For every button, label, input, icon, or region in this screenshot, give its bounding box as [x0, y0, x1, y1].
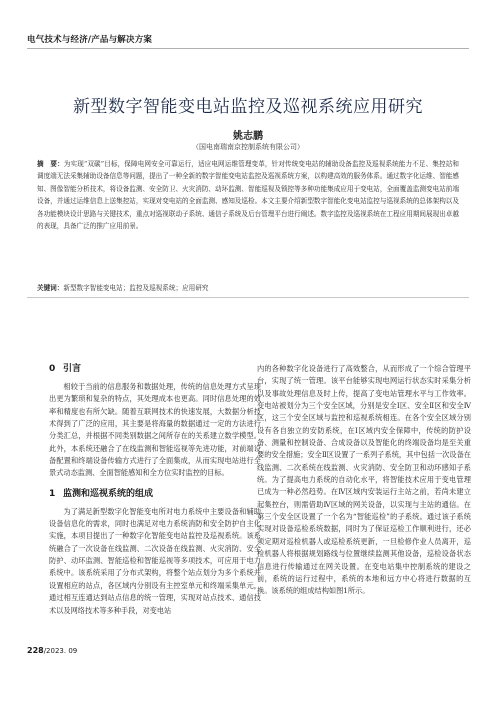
section-number: 0: [49, 364, 56, 374]
paragraph: 相较于当前的信息服务和数据处理，传统的信息处理方式呈现出更为繁琐和复杂的特点，其处理成本也更高。同时信息处理的效率和精度也有所欠缺。随着互联网技术的快速发展，大数据分析技术得到了广泛的应用，其主要是将海量的数据通过一定的方法进行分类汇总，并根据不同类别数据之间所存在的关系建立数学模型。此外，本系统还融合了在线监测和智能巡视等先进功能，对前端设备配置和终端设备传输方式进行了全面集成，从而实现电站进行全景式动态监测、全面智能感知和全方位实时监控的目标。: [49, 382, 261, 478]
right-column: [257, 363, 471, 606]
section-title: 监测和巡视系统的组成: [63, 488, 154, 499]
left-column: [49, 363, 261, 625]
author-name: 姚志鹏: [233, 131, 263, 142]
keywords-label: 关键词：: [37, 284, 64, 292]
paragraph: 为了满足新型数字化智能变电所对电力系统中主要设备和辅助设备信息化的需求，同时也满足对电力系统消防和安全防护自主化实施，本项目提出了一种数字化智能变电站监控及巡视系统。该系统融合了一次设备在线监测、二次设备在线监测、火灾消防、安全防护、动环监测、智能巡检和智能巡视等多项技术，可应用于电力系统中。该系统采用了分布式架构，将整个站点划分为多个系统并设置相应的站点，各区域内分别设有主控室单元和终端采集单元，通过相互连通达到站点信息的统一管理，实现对站点技术、通信技术以及网络技术等多种手段，对变电站: [49, 506, 261, 615]
issue-date: /2023. 09: [43, 647, 78, 655]
paper-title: 新型数字智能变电站监控及巡视系统应用研究: [73, 97, 423, 117]
page-number: 228: [27, 646, 44, 655]
abstract-text: 为实现“双碳”目标，保障电网安全可靠运行，适应电网运维管理变革，针对传统变电站的辅助设备监控及巡视系统能力不足、集控站和调度端无法采集辅助设备信息等问题，提出了一种全新的数字智能变电站监控及巡视系统方案，以构建高效的服务体系。通过数字化运维、智能感知、图像智能分析技术，将设备监测、安全防卫、火灾消防、动环监测、智能巡视及锁控等多种功能集成应用于变电站，全面覆盖监测变电站前端设备，并通过运维信息上送集控站，实现对变电站的全面监测、感知及巡检。本文主要介绍新型数字智能化变电站监控与巡视系统的总体架构以及各功能模块设计思路与关键技术，重点对巡视联动子系统、通信子系统及后台管理平台进行阐述。数字监控及巡视系统在工程应用期间展现出卓越的表现，具备广泛的推广应用前景。: [37, 160, 460, 231]
author-affiliation: （国电南瑞南京控制系统有限公司）: [192, 143, 304, 151]
abstract-label: 摘 要：: [37, 160, 64, 168]
header-divider: [27, 48, 469, 49]
journal-section-header: 电气技术与经济/产品与解决方案: [27, 35, 153, 45]
keywords-text: 新型数字智能变电站；监控及巡视系统；应用研究: [63, 284, 209, 292]
page-footer: [27, 646, 77, 655]
section-number: 1: [49, 488, 56, 499]
keywords: [37, 282, 459, 294]
section-title: 引言: [63, 364, 82, 374]
section-heading-system-composition: [49, 488, 261, 500]
paragraph: 内的各种数字化设备进行了高效整合，从而形成了一个综合管理平台，实现了统一管理。该平台能够实现电网运行状态实时采集分析以及事故处理信息及时上传，提高了变电站管理水平与工作效率。变电站被划分为三个安全区域，分别是安全Ⅰ区、安全Ⅱ区和安全Ⅳ区，这三个安全区域与监控和巡视系统相连。在各个安全区域分别设有各自独立的安防系统，在Ⅰ区域内安全保障中，传统的防护设备、测量和控制设备、合成设备以及智能化的终端设备均是至关重要的安全措施；安全Ⅱ区设置了一系列子系统，其中包括一次设备在线监测、二次系统在线监测、火灾消防、安全防卫和动环感知子系统。为了提高电力系统的自动化水平，将智能技术应用于变电管理已成为一种必然趋势。在Ⅳ区域内安装运行主站之前，若尚未建立起集控台，则需借助Ⅳ区域的网关设备，以实现与主站的通信。在第三个安全区设置了一个名为“智能巡检”的子系统。通过该子系统实现对设备巡检系统数据，同时为了保证巡检工作顺利进行，还必须定期对巡检机器人或巡检系统更新，一旦检修作业人员离开，巡检机器人将根据规划路线与位置继续监测其他设备，巡检设备状态信息进行传输通过在网关设置。在变电站集中控制系统的建设之前，系统的运行过程中，系统的本地和远方中心将进行数据的互换。该系统的组成结构如图1所示。: [257, 364, 471, 596]
abstract-divider: [27, 297, 469, 298]
abstract: [37, 158, 459, 232]
section-heading-introduction: [49, 363, 261, 375]
